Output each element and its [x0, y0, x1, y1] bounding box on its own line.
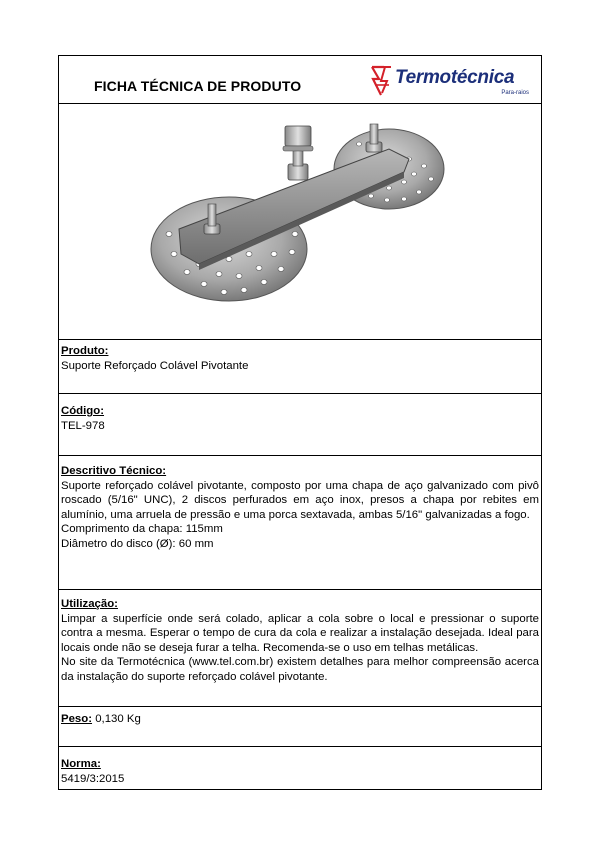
brand-tagline: Para-raios	[501, 90, 529, 96]
header	[59, 56, 541, 104]
descritivo-diametro: Diâmetro do disco (Ø): 60 mm	[61, 537, 214, 550]
tel-logo-icon	[369, 63, 397, 99]
norma-label: Norma:	[61, 758, 101, 770]
product-photo-drawing	[59, 104, 543, 339]
norma-value: 5419/3:2015	[61, 772, 125, 785]
section-peso	[59, 707, 541, 747]
descritivo-label: Descritivo Técnico:	[61, 465, 167, 477]
peso-label: Peso:	[61, 713, 93, 725]
utilizacao-text: Limpar a superfície onde será colado, aplicar a cola sobre o local e pressionar o suporte contra a mesma. Esperar o tempo de cura da cola e realizar a instalação desejada. Ideal para locais onde não se deseja furar a telha. Recomenda-se o uso em telhas metálicas.	[61, 612, 539, 654]
codigo-label: Código:	[61, 405, 105, 417]
section-utilizacao	[59, 597, 541, 707]
descritivo-comprimento: Comprimento da chapa: 115mm	[61, 523, 223, 536]
section-produto	[59, 344, 541, 394]
utilizacao-text-2: No site da Termotécnica (www.tel.com.br) existem detalhes para melhor compreensão acerca da instalação do suporte reforçado colável pivotante.	[61, 656, 539, 683]
datasheet-frame	[58, 55, 542, 790]
page-title: FICHA TÉCNICA DE PRODUTO	[94, 78, 302, 94]
brand-logo	[369, 63, 537, 99]
section-descritivo	[59, 464, 541, 590]
brand-name: Termotécnica	[395, 67, 515, 88]
codigo-value: TEL-978	[61, 419, 105, 432]
section-codigo	[59, 404, 541, 456]
utilizacao-label: Utilização:	[61, 598, 118, 610]
product-photo	[59, 104, 541, 340]
produto-label: Produto:	[61, 345, 109, 357]
section-norma	[59, 757, 541, 790]
produto-value: Suporte Reforçado Colável Pivotante	[61, 359, 249, 372]
descritivo-text: Suporte reforçado colável pivotante, composto por uma chapa de aço galvanizado com pivô roscado (5/16" UNC), 2 discos perfurados em aço inox, presos a chapa por rebites em alumínio, uma arruela de pressão e uma porca sextavada, ambas 5/16" galvanizadas a fogo.	[61, 479, 539, 521]
peso-value: 0,130 Kg	[95, 713, 141, 725]
